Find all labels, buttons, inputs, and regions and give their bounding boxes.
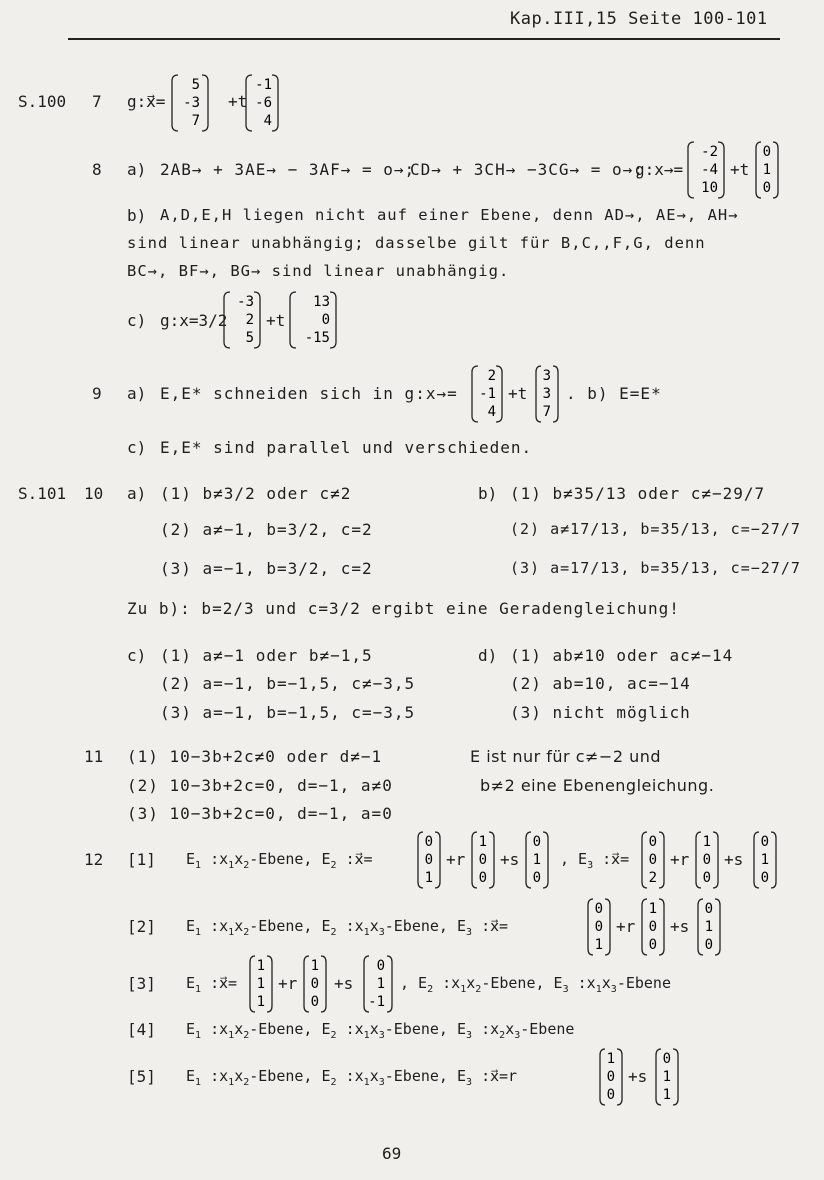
operator: +t <box>508 384 528 403</box>
condition-line: (2) ab=10, ac=−14 <box>510 674 691 693</box>
svg-text:1: 1 <box>760 852 769 868</box>
operator: +t <box>228 92 248 111</box>
part-label: c) <box>127 438 147 457</box>
text-line: sind linear unabhängig; dasselbe gilt für B,C,,F,G, denn <box>127 234 706 252</box>
vector-entry: -2 <box>701 144 718 160</box>
condition-line: (1) ab≠10 oder ac≠−14 <box>510 646 734 665</box>
vector-entry: 0 <box>762 180 771 196</box>
result-text: $E_1$ $:x_1x_2$-Ebene, $E_2$ $:x_1x_3$-Ebene, $E_3$ :x⃗=r <box>186 1067 518 1088</box>
vector-entry: -1 <box>255 77 272 93</box>
svg-text:0: 0 <box>310 976 319 992</box>
svg-text:0: 0 <box>594 919 603 935</box>
column-vector <box>640 897 666 957</box>
part-label: a) <box>127 484 147 503</box>
vector-entry: 7 <box>542 404 551 420</box>
result-text: , $E_2$ $:x_1x_2$-Ebene, $E_3$ $:x_1x_3$-Ebene <box>400 974 671 995</box>
case-label: [2] <box>127 917 156 936</box>
vector-entry: 2 <box>245 312 254 328</box>
column-vector <box>248 954 274 1014</box>
equation-label: g:x→= <box>635 160 684 179</box>
column-vector <box>222 290 262 350</box>
condition-line: (1) b≠35/13 oder c≠−29/7 <box>510 484 766 503</box>
text-line: BC→, BF→, BG→ sind linear unabhängig. <box>127 262 510 280</box>
column-vector <box>640 830 666 890</box>
svg-text:0: 0 <box>376 958 385 974</box>
condition-line: (3) a=17/13, b=35/13, c=−27/7 <box>510 559 801 577</box>
text-line: A,D,E,H liegen nicht auf einer Ebene, denn AD→, AE→, AH→ <box>160 206 739 224</box>
vector-entry: 10 <box>701 180 718 196</box>
svg-text:0: 0 <box>662 1051 671 1067</box>
svg-text:0: 0 <box>648 834 657 850</box>
condition-line: (2) a≠−1, b=3/2, c=2 <box>160 520 373 539</box>
column-vector <box>534 364 560 424</box>
svg-text:0: 0 <box>606 1069 615 1085</box>
task-number: 11 <box>84 747 104 766</box>
svg-text:0: 0 <box>424 834 433 850</box>
equation-1: 2AB→ + 3AE→ − 3AF→ = o→; <box>160 160 416 179</box>
vector-entry: 4 <box>263 113 272 129</box>
column-vector <box>754 140 780 200</box>
column-vector <box>694 830 720 890</box>
task-number: 8 <box>92 160 102 179</box>
svg-text:0: 0 <box>702 852 711 868</box>
operator: +s <box>724 850 744 869</box>
page-number: 69 <box>382 1144 402 1163</box>
svg-text:0: 0 <box>704 901 713 917</box>
column-vector <box>302 954 328 1014</box>
svg-text:1: 1 <box>702 834 711 850</box>
column-vector <box>288 290 338 350</box>
note-line: E ist nur für c≠−2 und <box>470 747 662 766</box>
note-line: b≠2 eine Ebenengleichung. <box>480 776 715 795</box>
vector-entry: 7 <box>191 113 200 129</box>
vector-entry: -3 <box>237 294 254 310</box>
part-label: a) <box>127 384 147 403</box>
vector-entry: -1 <box>479 386 496 402</box>
vector-entry: 13 <box>313 294 330 310</box>
condition-line: (2) 10−3b+2c=0, d=−1, a≠0 <box>127 776 393 795</box>
condition-line: (2) a=−1, b=−1,5, c≠−3,5 <box>160 674 416 693</box>
condition-line: (3) 10−3b+2c=0, d=−1, a=0 <box>127 804 393 823</box>
svg-text:0: 0 <box>648 937 657 953</box>
equation-label: g:x⃗= <box>127 92 166 111</box>
svg-text:0: 0 <box>702 870 711 886</box>
operator: +s <box>500 850 520 869</box>
vector-entry: 5 <box>245 330 254 346</box>
svg-text:0: 0 <box>704 937 713 953</box>
column-vector <box>696 897 722 957</box>
svg-text:0: 0 <box>532 870 541 886</box>
task-number: 10 <box>84 484 104 503</box>
part-label: c) <box>127 311 147 330</box>
svg-text:1: 1 <box>662 1069 671 1085</box>
case-label: [3] <box>127 974 156 993</box>
operator: +s <box>670 917 690 936</box>
svg-text:0: 0 <box>310 994 319 1010</box>
vector-entry: -6 <box>255 95 272 111</box>
svg-text:1: 1 <box>594 937 603 953</box>
svg-text:-1: -1 <box>368 994 385 1010</box>
note-line: Zu b): b=2/3 und c=3/2 ergibt eine Geradengleichung! <box>127 599 680 618</box>
vector-entry: 0 <box>762 144 771 160</box>
vector-entry: 1 <box>762 162 771 178</box>
svg-text:1: 1 <box>376 976 385 992</box>
condition-line: (3) a=−1, b=−1,5, c=−3,5 <box>160 703 416 722</box>
result-text: $E_1$ $:x_1x_2$-Ebene, $E_2$ $:x_1x_3$-Ebene, $E_3$ :x⃗= <box>186 917 509 938</box>
operator: +s <box>628 1067 648 1086</box>
column-vector <box>170 73 210 133</box>
svg-text:1: 1 <box>704 919 713 935</box>
condition-line: (1) a≠−1 oder b≠−1,5 <box>160 646 373 665</box>
condition-line: (2) a≠17/13, b=35/13, c=−27/7 <box>510 520 801 538</box>
svg-text:1: 1 <box>256 994 265 1010</box>
svg-text:1: 1 <box>478 834 487 850</box>
svg-text:0: 0 <box>532 834 541 850</box>
svg-text:0: 0 <box>606 1087 615 1103</box>
operator: +s <box>334 974 354 993</box>
svg-text:1: 1 <box>424 870 433 886</box>
part-label: b) <box>478 484 498 503</box>
condition-line: (1) b≠3/2 oder c≠2 <box>160 484 352 503</box>
svg-text:1: 1 <box>662 1087 671 1103</box>
vector-entry: 3 <box>542 386 551 402</box>
svg-text:0: 0 <box>760 870 769 886</box>
column-vector <box>470 364 504 424</box>
svg-text:1: 1 <box>648 901 657 917</box>
svg-text:0: 0 <box>760 834 769 850</box>
vector-entry: 3 <box>542 368 551 384</box>
result-text: $E_1$ :x⃗= <box>186 974 238 995</box>
task-number: 7 <box>92 92 102 111</box>
svg-text:0: 0 <box>478 852 487 868</box>
result-text: $E_1$ $:x_1x_2$-Ebene, $E_2$ :x⃗= <box>186 850 373 871</box>
column-vector <box>524 830 550 890</box>
vector-entry: 4 <box>487 404 496 420</box>
task-number: 12 <box>84 850 104 869</box>
header-title: Kap.III,15 Seite 100-101 <box>510 9 768 29</box>
part-label: a) <box>127 160 147 179</box>
svg-text:1: 1 <box>256 976 265 992</box>
text-line: E,E* schneiden sich in g:x→= <box>160 384 458 403</box>
vector-entry: 5 <box>191 77 200 93</box>
operator: +r <box>616 917 636 936</box>
column-vector <box>362 954 394 1014</box>
vector-entry: -4 <box>701 162 718 178</box>
column-vector <box>416 830 442 890</box>
operator: +r <box>670 850 690 869</box>
column-vector <box>686 140 726 200</box>
vector-entry: 0 <box>321 312 330 328</box>
result-text: $E_1$ $:x_1x_2$-Ebene, $E_2$ $:x_1x_3$-Ebene, $E_3$ $:x_2x_3$-Ebene <box>186 1020 575 1041</box>
result-text: , $E_3$ :x⃗= <box>560 850 630 871</box>
page-ref-101: S.101 <box>18 484 67 503</box>
condition-line: (3) nicht möglich <box>510 703 691 722</box>
column-vector <box>598 1047 624 1107</box>
operator: +r <box>278 974 298 993</box>
svg-text:1: 1 <box>256 958 265 974</box>
case-label: [5] <box>127 1067 156 1086</box>
svg-text:2: 2 <box>648 870 657 886</box>
svg-text:0: 0 <box>594 901 603 917</box>
column-vector <box>752 830 778 890</box>
column-vector <box>470 830 496 890</box>
column-vector <box>244 73 280 133</box>
equation-label: g:x=3/2 <box>160 311 228 330</box>
vector-entry: -3 <box>183 95 200 111</box>
case-label: [4] <box>127 1020 156 1039</box>
task-number: 9 <box>92 384 102 403</box>
svg-text:0: 0 <box>424 852 433 868</box>
part-label: b) <box>127 206 147 225</box>
svg-text:0: 0 <box>648 919 657 935</box>
part-label: d) <box>478 646 498 665</box>
svg-text:0: 0 <box>648 852 657 868</box>
page-ref-100: S.100 <box>18 92 67 111</box>
svg-text:1: 1 <box>532 852 541 868</box>
text-line: . b) E=E* <box>566 384 662 403</box>
svg-text:1: 1 <box>606 1051 615 1067</box>
text-line: E,E* sind parallel und verschieden. <box>160 438 533 457</box>
condition-line: (3) a=−1, b=3/2, c=2 <box>160 559 373 578</box>
operator: +t <box>730 160 750 179</box>
svg-text:0: 0 <box>478 870 487 886</box>
operator: +t <box>266 311 286 330</box>
column-vector <box>586 897 612 957</box>
case-label: [1] <box>127 850 156 869</box>
equation-2: CD→ + 3CH→ −3CG→ = o→; <box>410 160 644 179</box>
operator: +r <box>446 850 466 869</box>
column-vector <box>654 1047 680 1107</box>
header-rule <box>68 38 780 40</box>
condition-line: (1) 10−3b+2c≠0 oder d≠−1 <box>127 747 383 766</box>
vector-entry: -15 <box>304 330 330 346</box>
part-label: c) <box>127 646 147 665</box>
svg-text:1: 1 <box>310 958 319 974</box>
vector-entry: 2 <box>487 368 496 384</box>
